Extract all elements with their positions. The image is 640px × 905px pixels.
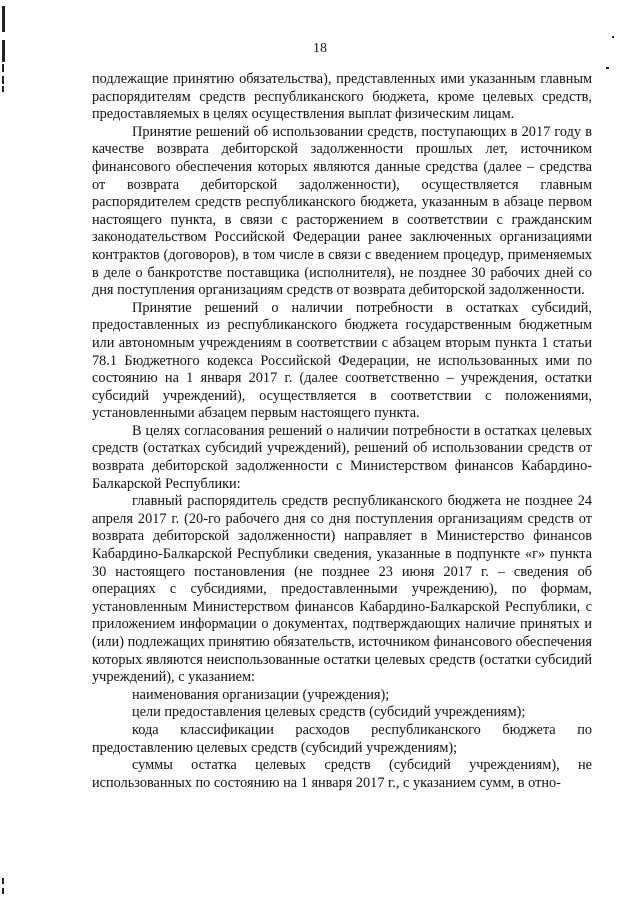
scan-mark	[2, 64, 4, 72]
paragraph: Принятие решений об использовании средств, поступающих в 2017 году в качестве возврата дебиторской задолженности прошлых лет, источником финансового обеспечения которых являются данные средства (далее – средства от возврата дебиторской задолженности), осуществляется главным распорядителем средств республиканского бюджета, указанным в абзаце первом настоящего пункта, в связи с расторжением в соответствии с гражданским законодательством Российской Федерации ранее заключенных организациями контрактов (договоров), в том числе в связи с введением процедур, применяемых в деле о банкротстве поставщика (исполнителя), не позднее 30 рабочих дней со дня поступления организациям средств от возврата дебиторской задолженности.	[92, 123, 592, 299]
scan-mark	[606, 67, 609, 69]
list-item: суммы остатка целевых средств (субсидий учреждениям), не использованных по состоянию на 1 января 2017 г., с указанием сумм, в отно-	[92, 757, 592, 791]
scan-mark	[2, 86, 4, 92]
paragraph: Принятие решений о наличии потребности в остатках субсидий, предоставленных из республиканского бюджета государственным бюджетным или автономным учреждениям в соответствии с абзацем вторым пункта 1 статьи 78.1 Бюджетного кодекса Российской Федерации, не использованных ими по состоянию на 1 января 2017 г. (далее соответственно – учреждения, остатки субсидий учреждений), осуществляется в соответствии с положениями, установленными абзацем первым настоящего пункта.	[92, 299, 592, 422]
paragraph: главный распорядитель средств республиканского бюджета не позднее 24 апреля 2017 г. (20-го рабочего дня со дня поступления организациям средств от возврата дебиторской задолженности) направляет в Министерство финансов Кабардино-Балкарской Республики сведения, указанные в подпункте «г» пункта 30 настоящего постановления (не позднее 23 июня 2017 г. – сведения об операциях с субсидиями, предоставленными учреждению), по формам, установленным Министерством финансов Кабардино-Балкарской Республики, с приложением информации о документах, подтверждающих наличие принятых и (или) подлежащих принятию обязательств, источником финансового обеспечения которых являются неиспользованные остатки целевых средств (остатки субсидий учреждений), с указанием:	[92, 493, 592, 686]
scan-mark	[612, 36, 614, 38]
page-number: 18	[313, 41, 327, 56]
scan-mark	[2, 878, 4, 884]
document-body	[92, 71, 592, 792]
list-item: кода классификации расходов республиканского бюджета по предоставлению целевых средств (субсидий учреждениям);	[92, 721, 592, 756]
paragraph-continuation: подлежащие принятию обязательства), представленных ими указанным главным распорядителям средств республиканского бюджета, кроме целевых средств, предоставляемых в целях осуществления выплат физическим лицам.	[92, 71, 592, 123]
scan-mark	[2, 888, 4, 894]
list-item: цели предоставления целевых средств (субсидий учреждениям);	[132, 704, 526, 721]
scan-mark	[2, 76, 4, 84]
list-item: наименования организации (учреждения);	[132, 686, 390, 703]
scan-mark	[2, 6, 5, 32]
paragraph: В целях согласования решений о наличии потребности в остатках целевых средств (остатках субсидий учреждений), решений об использовании средств от возврата дебиторской задолженности с Министерством финансов Кабардино-Балкарской Республики:	[92, 422, 592, 492]
